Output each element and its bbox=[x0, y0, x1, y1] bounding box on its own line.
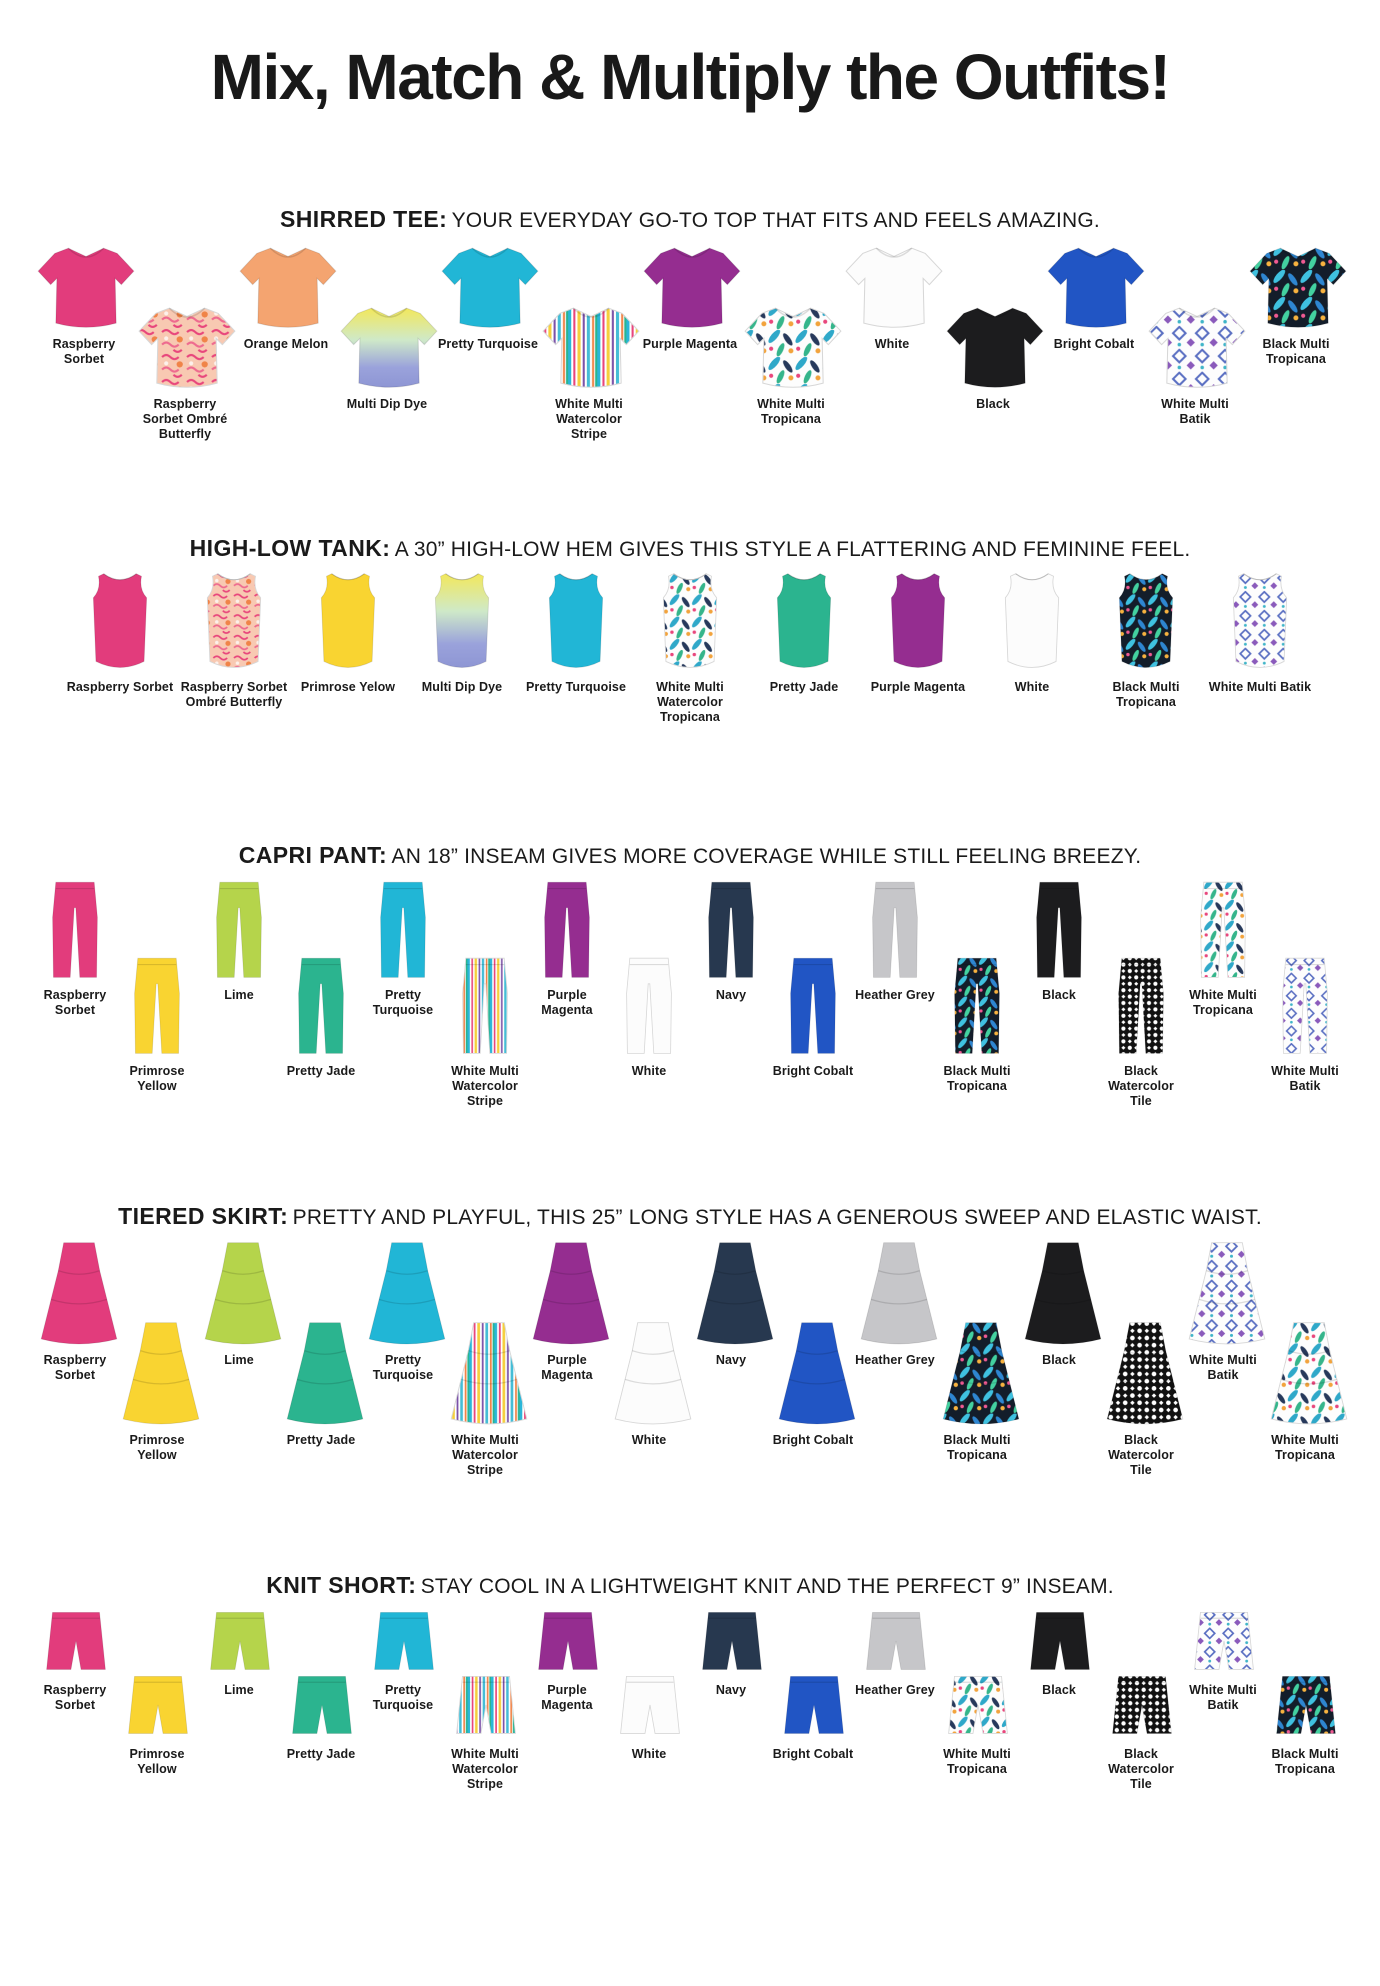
tank-garment-graphic bbox=[647, 572, 733, 673]
short-garment-graphic bbox=[280, 1673, 364, 1740]
section-header bbox=[0, 842, 1380, 869]
short-garment-graphic bbox=[854, 1609, 938, 1676]
product-swatch-raspberry-sorbet[interactable] bbox=[34, 243, 135, 367]
color-label: Bright Cobalt bbox=[772, 1747, 854, 1762]
color-label: Black Multi Tropicana bbox=[1112, 680, 1180, 710]
color-label: Pretty Turquoise bbox=[438, 337, 538, 352]
color-label: Primrose Yellow bbox=[129, 1064, 185, 1094]
section-shirred-tee bbox=[0, 206, 1380, 509]
capri-garment-graphic bbox=[117, 955, 197, 1057]
color-label: Black Watercolor Tile bbox=[1108, 1064, 1174, 1108]
product-swatch-white[interactable] bbox=[975, 572, 1089, 695]
color-label: Purple Magenta bbox=[642, 337, 738, 352]
short-garment-graphic bbox=[608, 1673, 692, 1740]
tee-garment-graphic bbox=[236, 243, 340, 330]
product-swatch-black[interactable] bbox=[1018, 879, 1100, 1003]
capri-garment-graphic bbox=[199, 879, 279, 981]
color-label: Pretty Turquoise bbox=[372, 1683, 434, 1712]
product-swatch-pretty-jade[interactable] bbox=[280, 955, 362, 1079]
color-label: Heather Grey bbox=[855, 1353, 935, 1368]
product-swatch-lime[interactable] bbox=[198, 879, 280, 1003]
color-label: Raspberry Sorbet bbox=[43, 1353, 107, 1382]
section-description: YOUR EVERYDAY GO-TO TOP THAT FITS AND FEELS AMAZING. bbox=[451, 209, 1100, 232]
product-swatch-raspberry-sorbet[interactable] bbox=[34, 1240, 116, 1383]
color-label: Raspberry Sorbet bbox=[52, 337, 116, 367]
product-row-shirred-tee bbox=[0, 243, 1380, 509]
capri-garment-graphic bbox=[1265, 955, 1345, 1057]
tee-garment-graphic bbox=[1044, 243, 1148, 330]
color-label: White Multi Batik bbox=[1161, 397, 1229, 427]
capri-garment-graphic bbox=[281, 955, 361, 1057]
capri-garment-graphic bbox=[609, 955, 689, 1057]
section-name: CAPRI PANT: bbox=[238, 842, 388, 868]
product-row-high-low-tank bbox=[0, 572, 1380, 816]
color-label: White Multi Watercolor Stripe bbox=[451, 1747, 519, 1791]
skirt-garment-graphic bbox=[280, 1320, 370, 1426]
skirt-garment-graphic bbox=[1018, 1240, 1108, 1346]
section-name: TIERED SKIRT: bbox=[118, 1203, 289, 1229]
tee-garment-graphic bbox=[1246, 243, 1350, 330]
color-label: White Multi Watercolor Stripe bbox=[451, 1064, 519, 1108]
color-label: Pretty Jade bbox=[769, 680, 839, 695]
product-swatch-white[interactable] bbox=[842, 243, 943, 352]
section-name: SHIRRED TEE: bbox=[280, 206, 448, 232]
color-label: Bright Cobalt bbox=[1053, 337, 1135, 352]
section-header bbox=[0, 535, 1380, 562]
capri-garment-graphic bbox=[855, 879, 935, 981]
product-swatch-pretty-turquoise[interactable] bbox=[438, 243, 539, 352]
product-swatch-black-multi-tropicana[interactable] bbox=[936, 1320, 1018, 1463]
section-description: A 30” HIGH-LOW HEM GIVES THIS STYLE A FLATTERING AND FEMININE FEEL. bbox=[394, 538, 1191, 561]
color-label: White bbox=[631, 1064, 667, 1079]
capri-garment-graphic bbox=[35, 879, 115, 981]
color-label: Raspberry Sorbet bbox=[66, 680, 174, 695]
color-label: Black bbox=[1042, 1353, 1076, 1368]
color-label: Black Multi Tropicana bbox=[943, 1064, 1011, 1094]
skirt-garment-graphic bbox=[444, 1320, 534, 1426]
capri-garment-graphic bbox=[937, 955, 1017, 1057]
short-garment-graphic bbox=[1018, 1609, 1102, 1676]
color-label: Pretty Jade bbox=[286, 1064, 356, 1079]
section-name: KNIT SHORT: bbox=[266, 1572, 417, 1598]
short-garment-graphic bbox=[444, 1673, 528, 1740]
product-swatch-pretty-turquoise[interactable] bbox=[362, 1609, 444, 1713]
color-label: Heather Grey bbox=[855, 988, 935, 1003]
color-label: Primrose Yelow bbox=[300, 680, 396, 695]
color-label: Pretty Jade bbox=[286, 1747, 356, 1762]
product-swatch-black-multi-tropicana[interactable] bbox=[1089, 572, 1203, 710]
product-swatch-pretty-jade[interactable] bbox=[747, 572, 861, 695]
color-label: Multi Dip Dye bbox=[421, 680, 503, 695]
page-title: Mix, Match & Multiply the Outfits! bbox=[210, 41, 1170, 113]
color-label: White Multi Watercolor Stripe bbox=[555, 397, 623, 441]
short-garment-graphic bbox=[1100, 1673, 1184, 1740]
skirt-garment-graphic bbox=[198, 1240, 288, 1346]
capri-garment-graphic bbox=[1183, 879, 1263, 981]
product-swatch-white-multi-tropicana[interactable] bbox=[936, 1673, 1018, 1777]
product-swatch-pretty-turquoise[interactable] bbox=[519, 572, 633, 695]
skirt-garment-graphic bbox=[1264, 1320, 1354, 1426]
color-label: White Multi Batik bbox=[1189, 1353, 1257, 1382]
short-garment-graphic bbox=[936, 1673, 1020, 1740]
capri-garment-graphic bbox=[1019, 879, 1099, 981]
tank-garment-graphic bbox=[1217, 572, 1303, 673]
skirt-garment-graphic bbox=[1100, 1320, 1190, 1426]
tank-garment-graphic bbox=[989, 572, 1075, 673]
color-label: Pretty Turquoise bbox=[372, 988, 434, 1018]
color-label: Pretty Turquoise bbox=[372, 1353, 434, 1382]
color-label: White Multi Tropicana bbox=[757, 397, 825, 427]
section-tiered-skirt bbox=[0, 1203, 1380, 1546]
skirt-garment-graphic bbox=[936, 1320, 1026, 1426]
product-swatch-raspberry-sorbet[interactable] bbox=[34, 1609, 116, 1713]
color-label: White Multi Batik bbox=[1271, 1064, 1339, 1094]
product-swatch-heather-grey[interactable] bbox=[854, 1609, 936, 1698]
product-swatch-raspberry-sorbet[interactable] bbox=[34, 879, 116, 1018]
product-swatch-heather-grey[interactable] bbox=[854, 879, 936, 1003]
product-swatch-white-multi-watercolor-stripe[interactable] bbox=[444, 955, 526, 1109]
color-label: Pretty Jade bbox=[286, 1433, 356, 1448]
product-swatch-purple-magenta[interactable] bbox=[526, 1240, 608, 1383]
product-swatch-black-multi-tropicana[interactable] bbox=[936, 955, 1018, 1094]
color-label: White Multi Tropicana bbox=[1189, 988, 1257, 1018]
product-swatch-pretty-turquoise[interactable] bbox=[362, 879, 444, 1018]
product-swatch-pretty-jade[interactable] bbox=[280, 1673, 362, 1762]
product-swatch-raspberry-sorbet-ombre-butterfly[interactable] bbox=[135, 303, 236, 442]
section-header bbox=[0, 1203, 1380, 1230]
skirt-garment-graphic bbox=[1182, 1240, 1272, 1346]
product-swatch-primrose-yelow[interactable] bbox=[291, 572, 405, 695]
product-swatch-purple-magenta[interactable] bbox=[861, 572, 975, 695]
skirt-garment-graphic bbox=[362, 1240, 452, 1346]
product-swatch-purple-magenta[interactable] bbox=[526, 879, 608, 1018]
tee-garment-graphic bbox=[842, 243, 946, 330]
color-label: White bbox=[874, 337, 910, 352]
product-swatch-white-multi-batik[interactable] bbox=[1182, 1240, 1264, 1383]
product-swatch-primrose-yellow[interactable] bbox=[116, 955, 198, 1094]
product-swatch-orange-melon[interactable] bbox=[236, 243, 337, 352]
color-label: Primrose Yellow bbox=[129, 1433, 185, 1462]
section-description: PRETTY AND PLAYFUL, THIS 25” LONG STYLE HAS A GENEROUS SWEEP AND ELASTIC WAIST. bbox=[292, 1206, 1262, 1229]
product-swatch-black-watercolor-tile[interactable] bbox=[1100, 1320, 1182, 1477]
color-label: White Multi Watercolor Tropicana bbox=[656, 680, 724, 724]
product-swatch-white[interactable] bbox=[608, 1320, 690, 1448]
product-swatch-bright-cobalt[interactable] bbox=[772, 955, 854, 1079]
product-swatch-navy[interactable] bbox=[690, 879, 772, 1003]
product-swatch-white-multi-batik[interactable] bbox=[1182, 1609, 1264, 1713]
color-label: Orange Melon bbox=[243, 337, 329, 352]
product-row-capri-pant bbox=[0, 879, 1380, 1177]
short-garment-graphic bbox=[34, 1609, 118, 1676]
product-swatch-navy[interactable] bbox=[690, 1240, 772, 1368]
color-label: Purple Magenta bbox=[541, 988, 593, 1018]
product-swatch-white-multi-watercolor-stripe[interactable] bbox=[444, 1673, 526, 1791]
color-label: White Multi Tropicana bbox=[1271, 1433, 1339, 1462]
color-label: Lime bbox=[224, 988, 254, 1003]
short-garment-graphic bbox=[772, 1673, 856, 1740]
product-swatch-white-multi-tropicana[interactable] bbox=[741, 303, 842, 427]
skirt-garment-graphic bbox=[116, 1320, 206, 1426]
color-label: Raspberry Sorbet bbox=[43, 988, 107, 1018]
product-swatch-white-multi-tropicana[interactable] bbox=[1182, 879, 1264, 1018]
color-label: Pretty Turquoise bbox=[526, 680, 626, 695]
product-swatch-white-multi-batik[interactable] bbox=[1145, 303, 1246, 427]
skirt-garment-graphic bbox=[854, 1240, 944, 1346]
product-swatch-bright-cobalt[interactable] bbox=[1044, 243, 1145, 352]
product-swatch-primrose-yellow[interactable] bbox=[116, 1673, 198, 1777]
product-swatch-raspberry-sorbet[interactable] bbox=[63, 572, 177, 695]
tee-garment-graphic bbox=[539, 303, 643, 390]
skirt-garment-graphic bbox=[526, 1240, 616, 1346]
color-label: Black bbox=[976, 397, 1010, 412]
color-label: White bbox=[1014, 680, 1050, 695]
color-label: Black Multi Tropicana bbox=[943, 1433, 1011, 1462]
product-swatch-purple-magenta[interactable] bbox=[640, 243, 741, 352]
product-swatch-white-multi-watercolor-tropicana[interactable] bbox=[633, 572, 747, 725]
product-swatch-black[interactable] bbox=[1018, 1240, 1100, 1368]
tank-garment-graphic bbox=[761, 572, 847, 673]
short-garment-graphic bbox=[198, 1609, 282, 1676]
color-label: Navy bbox=[715, 1683, 747, 1698]
tee-garment-graphic bbox=[640, 243, 744, 330]
product-swatch-heather-grey[interactable] bbox=[854, 1240, 936, 1368]
tee-garment-graphic bbox=[438, 243, 542, 330]
color-label: White Multi Batik bbox=[1189, 1683, 1257, 1712]
product-swatch-multi-dip-dye[interactable] bbox=[405, 572, 519, 695]
product-swatch-purple-magenta[interactable] bbox=[526, 1609, 608, 1713]
capri-garment-graphic bbox=[527, 879, 607, 981]
tee-garment-graphic bbox=[1145, 303, 1249, 390]
color-label: Raspberry Sorbet Ombré Butterfly bbox=[142, 397, 228, 441]
product-swatch-navy[interactable] bbox=[690, 1609, 772, 1698]
product-swatch-black[interactable] bbox=[943, 303, 1044, 412]
product-swatch-black-multi-tropicana[interactable] bbox=[1246, 243, 1347, 367]
color-label: Purple Magenta bbox=[541, 1353, 593, 1382]
section-header bbox=[0, 1572, 1380, 1599]
product-row-knit-short bbox=[0, 1609, 1380, 1899]
color-label: Lime bbox=[224, 1683, 254, 1698]
product-swatch-white[interactable] bbox=[608, 1673, 690, 1762]
product-row-tiered-skirt bbox=[0, 1240, 1380, 1546]
product-swatch-white-multi-batik[interactable] bbox=[1264, 955, 1346, 1094]
product-swatch-black[interactable] bbox=[1018, 1609, 1100, 1698]
product-swatch-black-multi-tropicana[interactable] bbox=[1264, 1673, 1346, 1777]
capri-garment-graphic bbox=[1101, 955, 1181, 1057]
color-label: Black bbox=[1042, 1683, 1076, 1698]
color-label: White Multi Batik bbox=[1208, 680, 1312, 695]
short-garment-graphic bbox=[1264, 1673, 1348, 1740]
short-garment-graphic bbox=[116, 1673, 200, 1740]
product-swatch-white[interactable] bbox=[608, 955, 690, 1079]
product-swatch-lime[interactable] bbox=[198, 1609, 280, 1698]
color-label: Black Multi Tropicana bbox=[1271, 1747, 1339, 1776]
color-label: Black bbox=[1042, 988, 1076, 1003]
product-swatch-primrose-yellow[interactable] bbox=[116, 1320, 198, 1463]
tank-garment-graphic bbox=[419, 572, 505, 673]
product-swatch-pretty-turquoise[interactable] bbox=[362, 1240, 444, 1383]
capri-garment-graphic bbox=[445, 955, 525, 1057]
tank-garment-graphic bbox=[533, 572, 619, 673]
tank-garment-graphic bbox=[1103, 572, 1189, 673]
tee-garment-graphic bbox=[34, 243, 138, 330]
short-garment-graphic bbox=[690, 1609, 774, 1676]
section-description: STAY COOL IN A LIGHTWEIGHT KNIT AND THE PERFECT 9” INSEAM. bbox=[420, 1575, 1114, 1598]
color-label: Heather Grey bbox=[855, 1683, 935, 1698]
section-header bbox=[0, 206, 1380, 233]
section-capri-pant bbox=[0, 842, 1380, 1177]
product-swatch-white-multi-tropicana[interactable] bbox=[1264, 1320, 1346, 1463]
short-garment-graphic bbox=[1182, 1609, 1266, 1676]
section-high-low-tank bbox=[0, 535, 1380, 816]
product-swatch-lime[interactable] bbox=[198, 1240, 280, 1368]
capri-garment-graphic bbox=[363, 879, 443, 981]
color-label: Raspberry Sorbet Ombré Butterfly bbox=[180, 680, 288, 710]
short-garment-graphic bbox=[362, 1609, 446, 1676]
color-label: Purple Magenta bbox=[541, 1683, 593, 1712]
color-label: Primrose Yellow bbox=[129, 1747, 185, 1776]
product-swatch-white-multi-watercolor-stripe[interactable] bbox=[444, 1320, 526, 1477]
color-label: Navy bbox=[715, 1353, 747, 1368]
product-swatch-raspberry-sorbet-ombre-butterfly[interactable] bbox=[177, 572, 291, 710]
capri-garment-graphic bbox=[773, 955, 853, 1057]
product-swatch-black-watercolor-tile[interactable] bbox=[1100, 1673, 1182, 1791]
product-swatch-bright-cobalt[interactable] bbox=[772, 1320, 854, 1448]
color-label: Bright Cobalt bbox=[772, 1064, 854, 1079]
color-label: Purple Magenta bbox=[870, 680, 966, 695]
product-swatch-pretty-jade[interactable] bbox=[280, 1320, 362, 1448]
color-label: Raspberry Sorbet bbox=[43, 1683, 107, 1712]
product-swatch-multi-dip-dye[interactable] bbox=[337, 303, 438, 412]
color-label: White Multi Watercolor Stripe bbox=[451, 1433, 519, 1477]
section-description: AN 18” INSEAM GIVES MORE COVERAGE WHILE STILL FEELING BREEZY. bbox=[391, 845, 1142, 868]
color-label: Bright Cobalt bbox=[772, 1433, 854, 1448]
color-label: White bbox=[631, 1747, 667, 1762]
product-swatch-white-multi-watercolor-stripe[interactable] bbox=[539, 303, 640, 442]
color-label: White Multi Tropicana bbox=[943, 1747, 1011, 1776]
color-label: Lime bbox=[224, 1353, 254, 1368]
product-swatch-bright-cobalt[interactable] bbox=[772, 1673, 854, 1762]
tee-garment-graphic bbox=[943, 303, 1047, 390]
skirt-garment-graphic bbox=[34, 1240, 124, 1346]
capri-garment-graphic bbox=[691, 879, 771, 981]
color-label: Navy bbox=[715, 988, 747, 1003]
tank-garment-graphic bbox=[875, 572, 961, 673]
color-label: White bbox=[631, 1433, 667, 1448]
skirt-garment-graphic bbox=[690, 1240, 780, 1346]
product-swatch-white-multi-batik[interactable] bbox=[1203, 572, 1317, 695]
tank-garment-graphic bbox=[305, 572, 391, 673]
tee-garment-graphic bbox=[337, 303, 441, 390]
color-label: Black Watercolor Tile bbox=[1108, 1747, 1174, 1791]
color-label: Black Watercolor Tile bbox=[1108, 1433, 1174, 1477]
section-knit-short bbox=[0, 1572, 1380, 1899]
tank-garment-graphic bbox=[77, 572, 163, 673]
color-label: Multi Dip Dye bbox=[346, 397, 428, 412]
tee-garment-graphic bbox=[741, 303, 845, 390]
section-name: HIGH-LOW TANK: bbox=[189, 535, 391, 561]
skirt-garment-graphic bbox=[608, 1320, 698, 1426]
tank-garment-graphic bbox=[191, 572, 277, 673]
color-label: Black Multi Tropicana bbox=[1262, 337, 1330, 367]
skirt-garment-graphic bbox=[772, 1320, 862, 1426]
tee-garment-graphic bbox=[135, 303, 239, 390]
short-garment-graphic bbox=[526, 1609, 610, 1676]
product-swatch-black-watercolor-tile[interactable] bbox=[1100, 955, 1182, 1109]
